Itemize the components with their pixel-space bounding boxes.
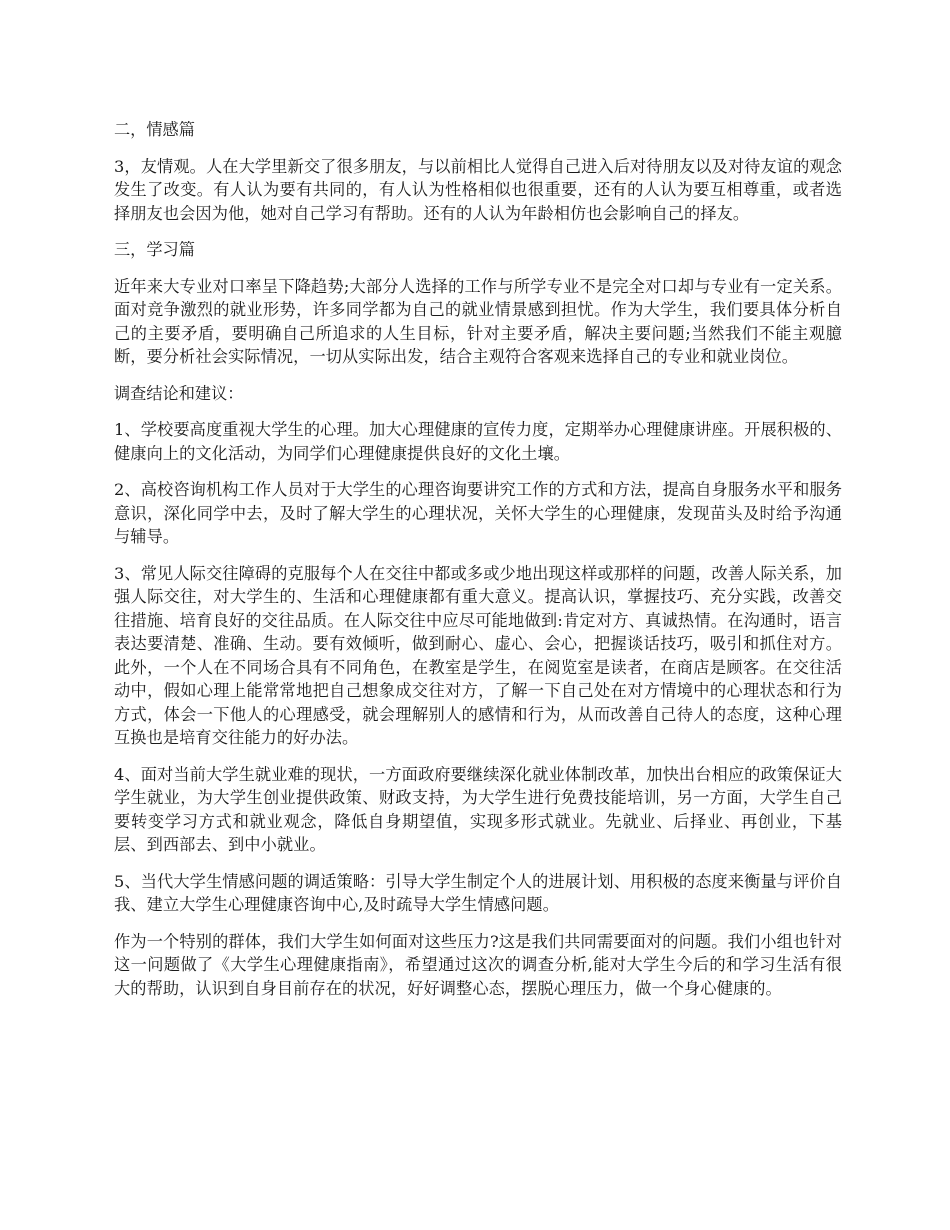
document-page xyxy=(114,118,842,1013)
paragraph-suggestion-5: 5、当代大学生情感问题的调适策略：引导大学生制定个人的进展计划、用积极的态度来衡量与评价自我、建立大学生心理健康咨询中心,及时疏导大学生情感问题。 xyxy=(114,871,842,914)
paragraph-suggestion-3: 3、常见人际交往障碍的克服每个人在交往中都或多或少地出现这样或那样的问题，改善人际关系，加强人际交往，对大学生的、生活和心理健康都有重大意义。提高认识，掌握技巧、充分实践，改善交往措施、培育良好的交往品质。在人际交往中应尽可能地做到:肯定对方、真诚热情。在沟通时，语言表达要清楚、准确、生动。要有效倾听，做到耐心、虚心、会心，把握谈话技巧，吸引和抓住对方。此外，一个人在不同场合具有不同角色，在教室是学生，在阅览室是读者，在商店是顾客。在交往活动中，假如心理上能常常地把自己想象成交往对方，了解一下自己处在对方情境中的心理状态和行为方式，体会一下他人的心理感受，就会理解别人的感情和行为，从而改善自己待人的态度，这种心理互换也是培育交往能力的好办法。 xyxy=(114,563,842,747)
section-heading-study: 三，学习篇 xyxy=(114,240,195,259)
paragraph-suggestion-4: 4、面对当前大学生就业难的现状，一方面政府要继续深化就业体制改革，加快出台相应的政策保证大学生就业，为大学生创业提供政策、财政支持，为大学生进行免费技能培训，另一方面，大学生自己要转变学习方式和就业观念，降低自身期望值，实现多形式就业。先就业、后择业、再创业，下基层、到西部去、到中小就业。 xyxy=(114,764,842,854)
paragraph-suggestion-1: 1、学校要高度重视大学生的心理。加大心理健康的宣传力度，定期举办心理健康讲座。开展积极的、健康向上的文化活动，为同学们心理健康提供良好的文化土壤。 xyxy=(114,420,842,463)
paragraph-suggestion-2: 2、高校咨询机构工作人员对于大学生的心理咨询要讲究工作的方式和方法，提高自身服务水平和服务意识，深化同学中去，及时了解大学生的心理状况，关怀大学生的心理健康，发现苗头及时给予沟通与辅导。 xyxy=(114,480,842,546)
paragraph-friendship: 3，友情观。人在大学里新交了很多朋友，与以前相比人觉得自己进入后对待朋友以及对待友谊的观念发生了改变。有人认为要有共同的，有人认为性格相似也很重要，还有的人认为要互相尊重，或者选择朋友也会因为他，她对自己学习有帮助。还有的人认为年龄相仿也会影响自己的择友。 xyxy=(114,156,842,223)
paragraph-employment: 近年来大专业对口率呈下降趋势;大部分人选择的工作与所学专业不是完全对口却与专业有一定关系。面对竞争激烈的就业形势，许多同学都为自己的就业情景感到担忧。作为大学生，我们要具体分析自己的主要矛盾，要明确自己所追求的人生目标，针对主要矛盾，解决主要问题;当然我们不能主观臆断，要分析社会实际情况，一切从实际出发，结合主观符合客观来选择自己的专业和就业岗位。 xyxy=(114,276,842,366)
paragraph-closing: 作为一个特别的群体，我们大学生如何面对这些压力?这是我们共同需要面对的问题。我们小组也针对这一问题做了《大学生心理健康指南》，希望通过这次的调查分析,能对大学生今后的和学习生活有很大的帮助，认识到自身目前存在的状况，好好调整心态，摆脱心理压力，做一个身心健康的。 xyxy=(114,931,842,998)
section-heading-conclusions: 调查结论和建议： xyxy=(114,383,244,403)
section-heading-emotion: 二，情感篇 xyxy=(114,120,195,139)
